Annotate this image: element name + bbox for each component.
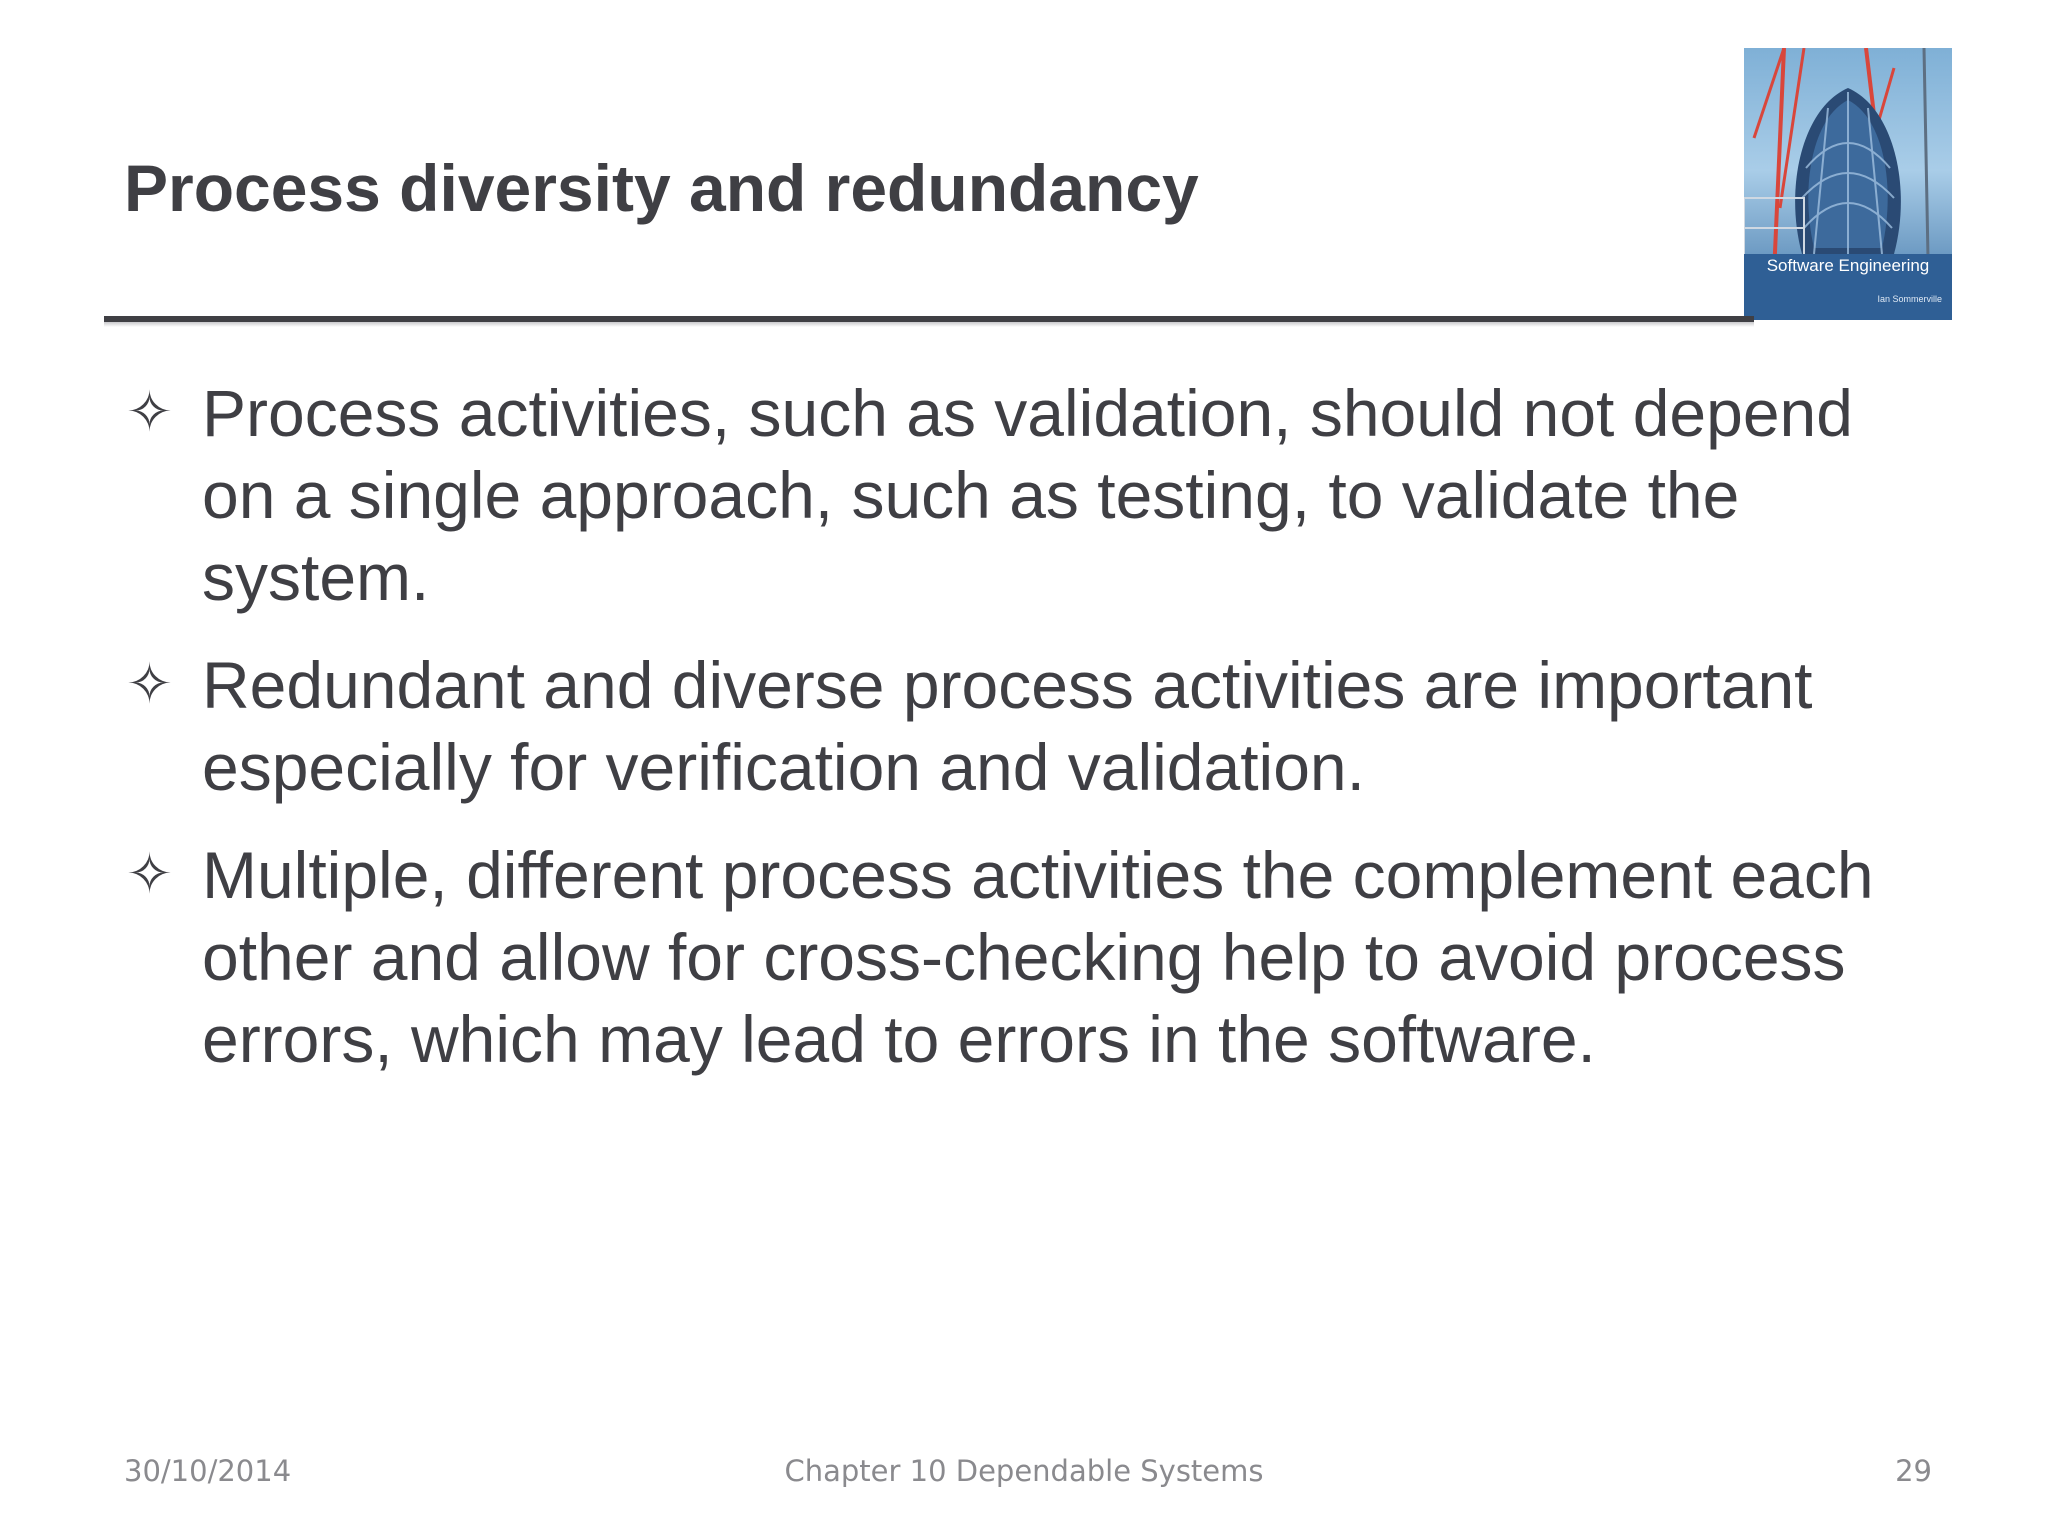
bullet-item (126, 644, 1936, 808)
slide-title: Process diversity and redundancy (124, 151, 1199, 225)
title-divider-shadow (104, 322, 1754, 327)
bullet-item (126, 372, 1936, 618)
footer-date: 30/10/2014 (124, 1454, 292, 1488)
footer-chapter: Chapter 10 Dependable Systems (784, 1454, 1264, 1488)
four-pointed-star-icon: ✧ (126, 380, 173, 445)
bullet-item (126, 834, 1936, 1080)
bullet-text: Multiple, different process activities the complement each other and allow for cross-checking help to avoid process errors, which may lead to errors in the software. (202, 838, 1874, 1076)
book-cover-image (1744, 48, 1952, 320)
cover-title: Software Engineering (1766, 256, 1930, 275)
four-pointed-star-icon: ✧ (126, 842, 173, 907)
cover-author: Ian Sommerville (1877, 294, 1942, 304)
bullet-text: Redundant and diverse process activities are important especially for verification and validation. (202, 648, 1813, 804)
footer-page-number: 29 (1895, 1454, 1932, 1488)
bullet-list (126, 372, 1936, 1106)
four-pointed-star-icon: ✧ (126, 652, 173, 717)
bullet-text: Process activities, such as validation, should not depend on a single approach, such as testing, to validate the system. (202, 376, 1853, 614)
